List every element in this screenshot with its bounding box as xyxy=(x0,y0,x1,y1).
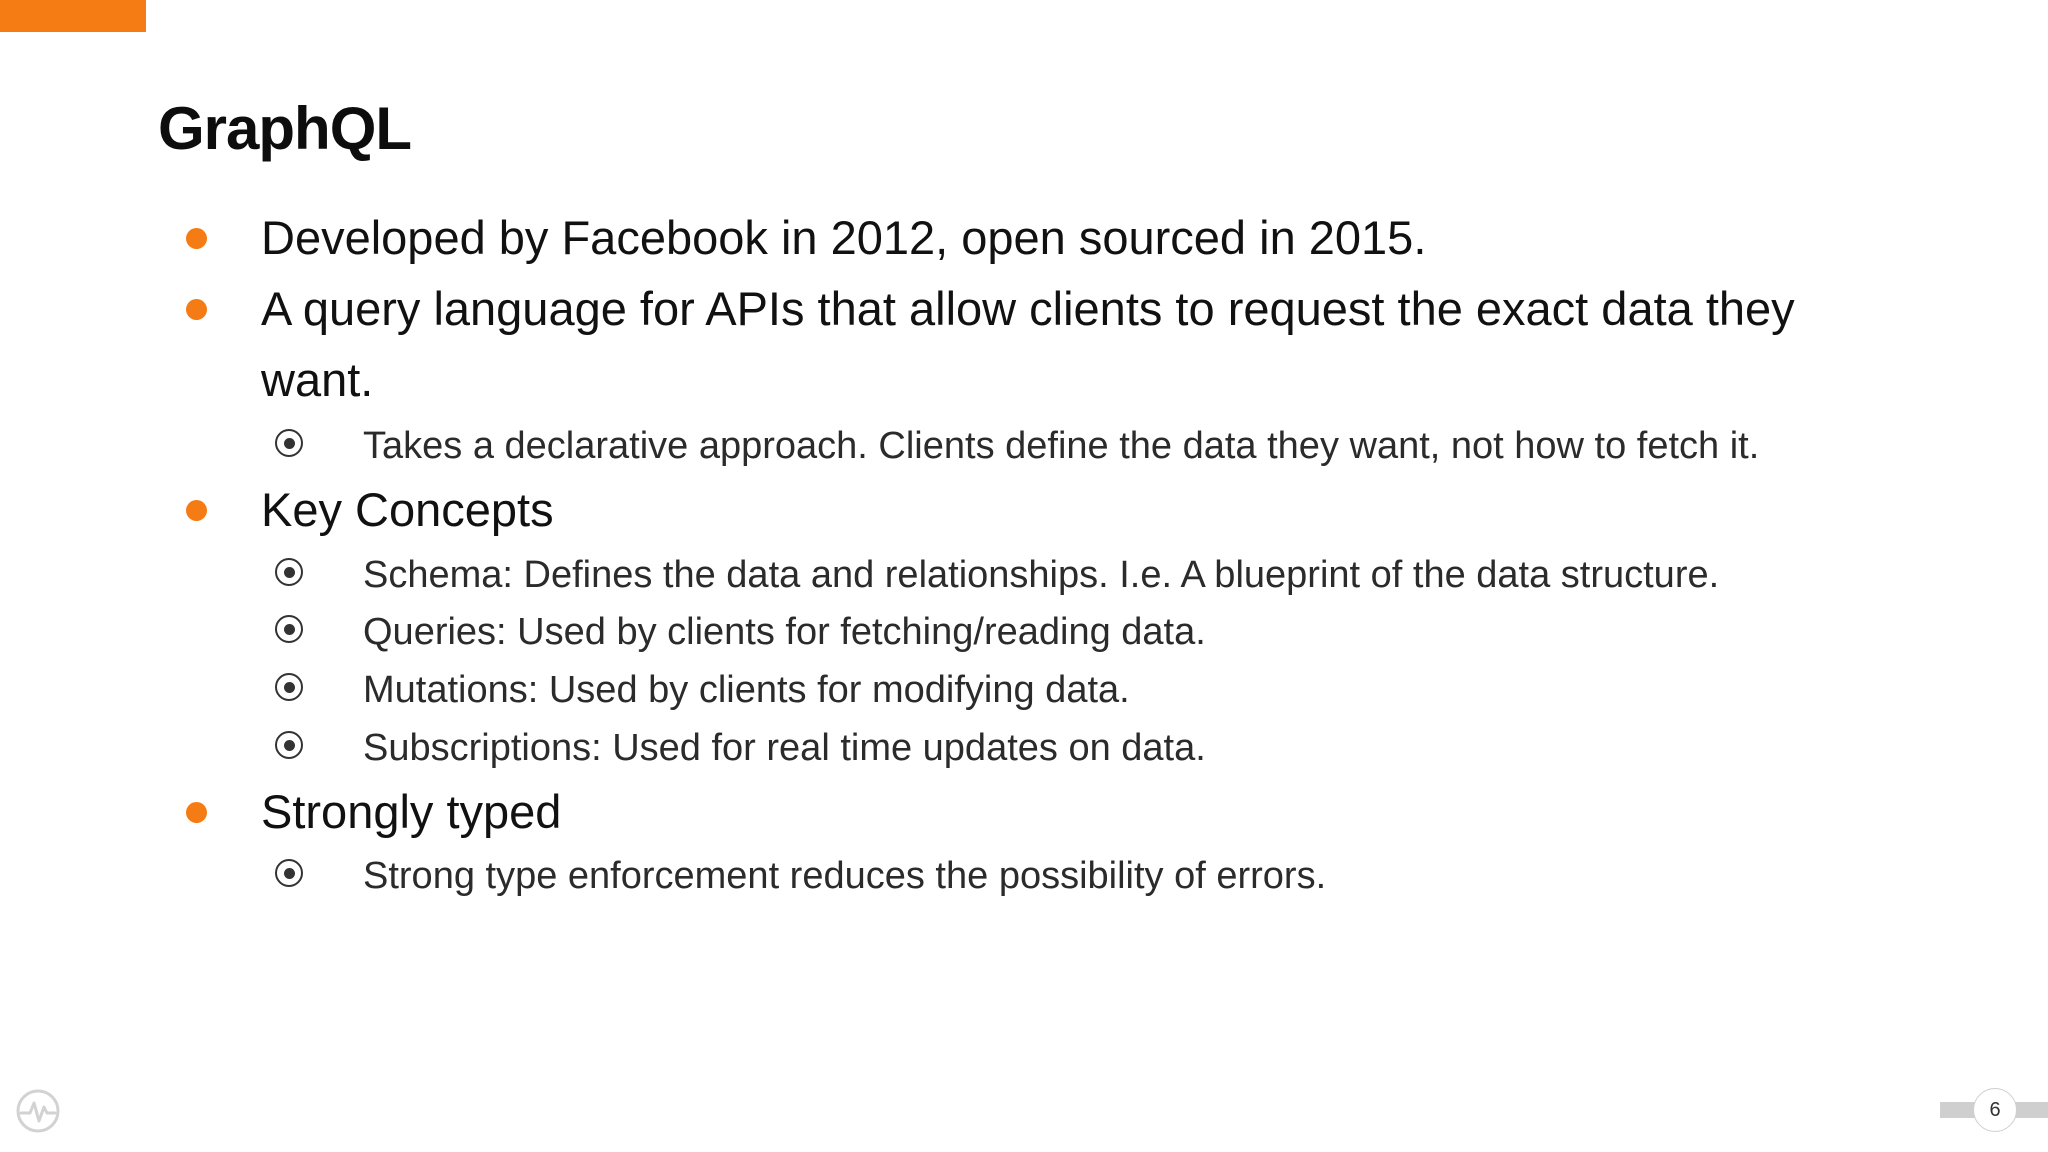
bullet-item xyxy=(261,474,1881,545)
radio-bullet-icon xyxy=(275,558,303,586)
bullet-text: Strongly typed xyxy=(261,785,562,838)
orange-bullet-icon xyxy=(186,228,207,249)
bullet-text: A query language for APIs that allow clients to request the exact data they want. xyxy=(261,282,1795,406)
sub-bullet-item xyxy=(363,850,1963,902)
sub-bullet-item xyxy=(363,549,1963,601)
sub-bullet-text: Takes a declarative approach. Clients define the data they want, not how to fetch it. xyxy=(363,425,1760,467)
page-number: 6 xyxy=(1973,1088,2017,1132)
sub-bullet-text: Queries: Used by clients for fetching/reading data. xyxy=(363,611,1206,653)
bullet-text: Developed by Facebook in 2012, open sourced in 2015. xyxy=(261,211,1427,264)
radio-bullet-icon xyxy=(275,859,303,887)
pulse-circle-icon xyxy=(15,1088,61,1134)
bullet-item xyxy=(261,273,1881,415)
sub-bullet-item xyxy=(363,664,1963,716)
sub-bullet-text: Strong type enforcement reduces the possibility of errors. xyxy=(363,855,1327,897)
orange-bullet-icon xyxy=(186,299,207,320)
sub-bullet-text: Subscriptions: Used for real time updates on data. xyxy=(363,727,1206,769)
bullet-text: Key Concepts xyxy=(261,483,554,536)
accent-bar xyxy=(0,0,146,32)
bullet-item xyxy=(261,776,1881,847)
radio-bullet-icon xyxy=(275,429,303,457)
sub-bullet-item xyxy=(363,420,1963,472)
sub-bullet-item xyxy=(363,606,1963,658)
radio-bullet-icon xyxy=(275,673,303,701)
sub-bullet-item xyxy=(363,722,1963,774)
orange-bullet-icon xyxy=(186,802,207,823)
slide-title: GraphQL xyxy=(158,95,412,162)
sub-bullet-text: Mutations: Used by clients for modifying data. xyxy=(363,669,1130,711)
radio-bullet-icon xyxy=(275,615,303,643)
sub-bullet-text: Schema: Defines the data and relationships. I.e. A blueprint of the data structure. xyxy=(363,554,1720,596)
orange-bullet-icon xyxy=(186,500,207,521)
bullet-item xyxy=(261,202,1881,273)
radio-bullet-icon xyxy=(275,731,303,759)
